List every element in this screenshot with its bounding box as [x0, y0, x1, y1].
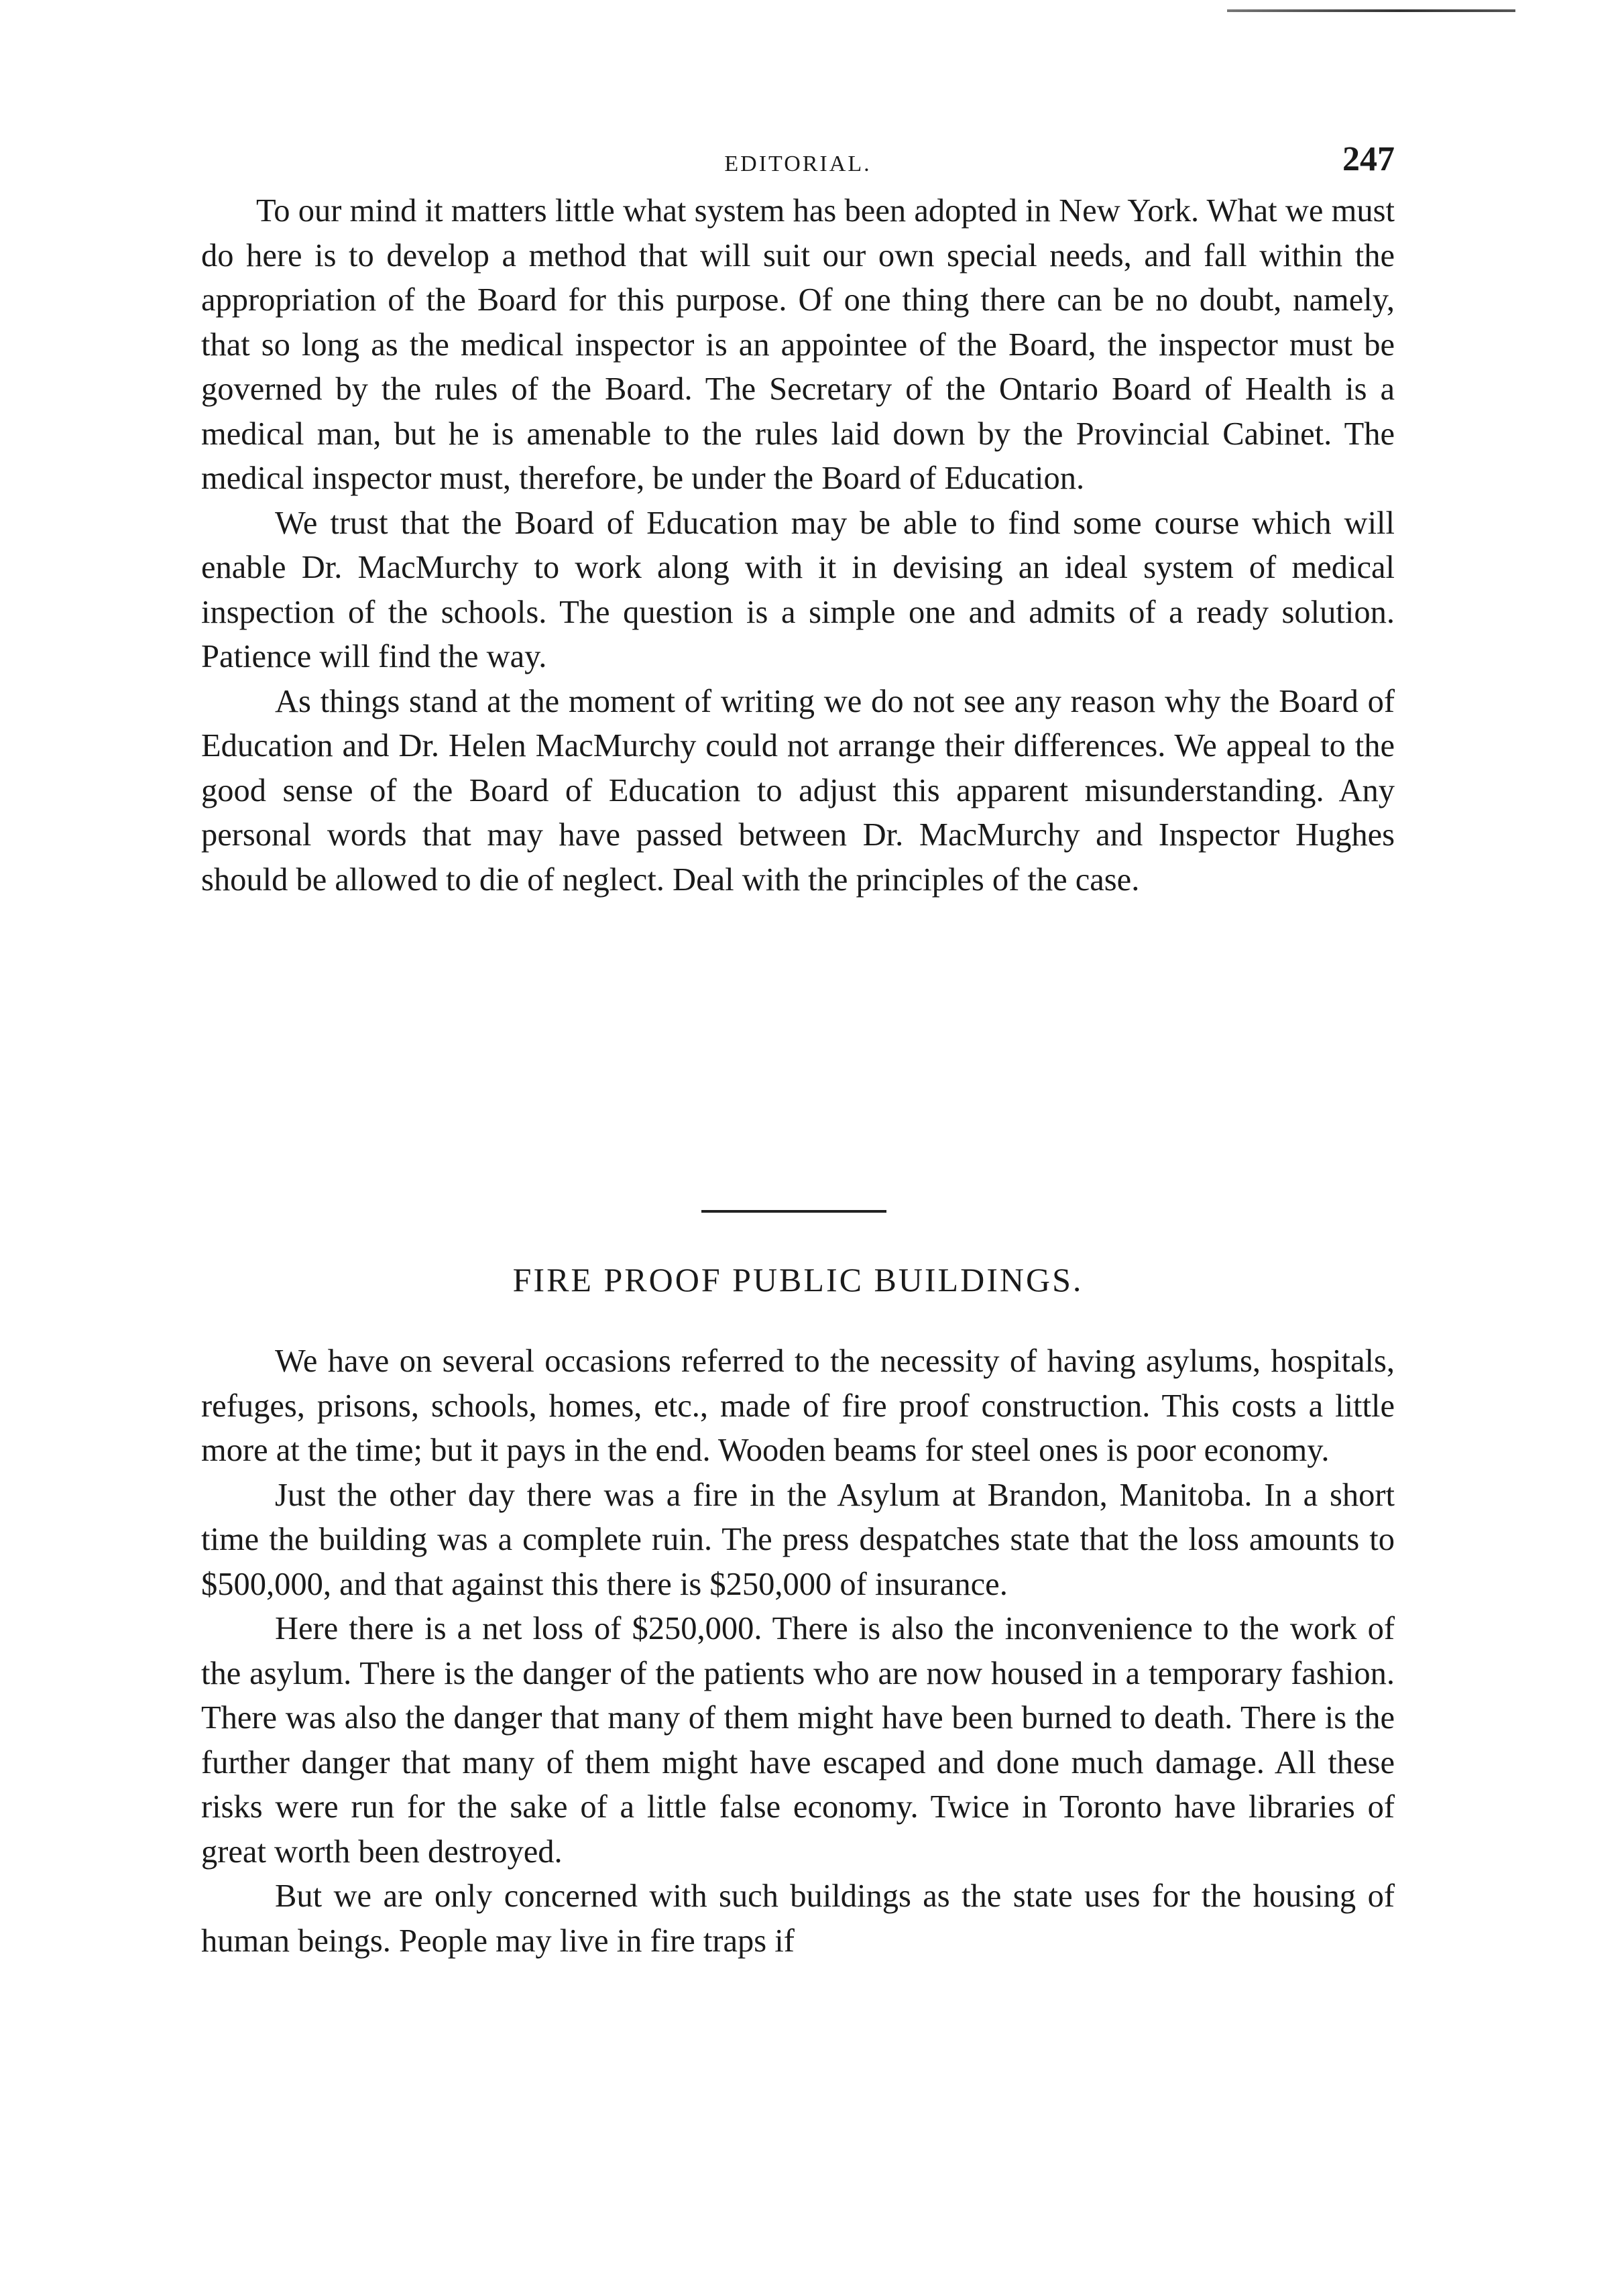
paragraph: But we are only concerned with such buildings as the state uses for the housing of human beings. People may live in fire traps if [201, 1878, 1395, 1959]
section-divider [701, 1210, 886, 1213]
paragraph: As things stand at the moment of writing we do not see any reason why the Board of Education and Dr. Helen MacMurchy could not arrange their differences. We appeal to the good sense of the Board of Education to adjust this apparent misunderstanding. Any personal words that may have passed between Dr. MacMurchy and Inspector Hughes should be allowed to die of neglect. Deal with the principles of the case. [201, 683, 1395, 898]
fire-proof-text [201, 1339, 1395, 1963]
paragraph: To our mind it matters little what system has been adopted in New York. What we must do here is to develop a method that will suit our own special needs, and fall within the appropriation of the Board for this purpose. Of one thing there can be no doubt, namely, that so long as the medical inspector is an appointee of the Board, the inspector must be governed by the rules of the Board. The Secretary of the Ontario Board of Health is a medical man, but he is amenable to the rules laid down by the Provincial Cabinet. The medical inspector must, therefore, be under the Board of Education. [201, 193, 1395, 496]
paragraph: Here there is a net loss of $250,000. There is also the inconvenience to the work of the asylum. There is the danger of the patients who are now housed in a temporary fashion. There was also the danger that many of them might have been burned to death. There is the further danger that many of them might have escaped and done much damage. All these risks were run for the sake of a little false economy. Twice in Toronto have libraries of great worth been destroyed. [201, 1611, 1395, 1870]
page-number: 247 [1342, 140, 1395, 178]
top-edge-rule [1227, 9, 1515, 12]
paragraph: Just the other day there was a fire in the Asylum at Brandon, Manitoba. In a short time the building was a complete ruin. The press despatches state that the loss amounts to $500,000, and that against this there is $250,000 of insurance. [201, 1477, 1395, 1602]
running-header [201, 139, 1395, 186]
running-title: EDITORIAL. [724, 152, 872, 176]
section-title: FIRE PROOF PUBLIC BUILDINGS. [512, 1261, 1084, 1298]
editorial-text [201, 189, 1395, 902]
paragraph: We trust that the Board of Education may be able to find some course which will enable Dr. MacMurchy to work along with it in devising an ideal system of medical inspection of the schools. The question is a simple one and admits of a ready solution. Patience will find the way. [201, 505, 1395, 674]
paragraph: We have on several occasions referred to the necessity of having asylums, hospitals, refuges, prisons, schools, homes, etc., made of fire proof construction. This costs a little more at the time; but it pays in the end. Wooden beams for steel ones is poor economy. [201, 1343, 1395, 1468]
